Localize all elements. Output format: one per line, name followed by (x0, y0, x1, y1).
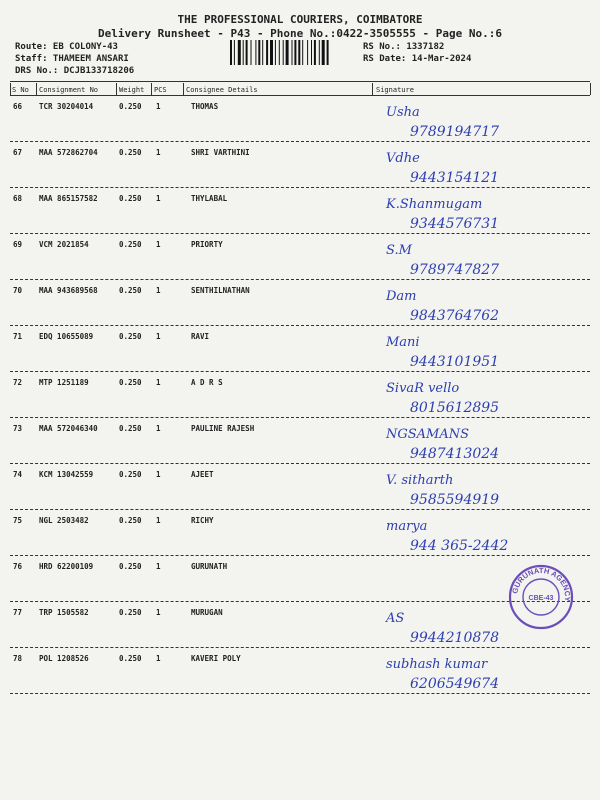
table-row (10, 510, 590, 556)
handwritten-signature (378, 144, 593, 190)
table-row (10, 280, 590, 326)
table-row (10, 234, 590, 280)
row-consignment: POL 1208526 (39, 654, 89, 663)
row-consignment: MAA 943689568 (39, 286, 98, 295)
runsheet-subtitle: Delivery Runsheet - P43 - Phone No.:0422-3505555 - Page No.:6 (98, 27, 502, 40)
row-consignment: MAA 865157582 (39, 194, 98, 203)
col-sno: S No (12, 86, 29, 94)
table-row (10, 96, 590, 142)
row-consignee: KAVERI POLY (191, 654, 241, 663)
table-row (10, 602, 590, 648)
table-row (10, 556, 590, 602)
col-weight: Weight (119, 86, 145, 94)
handwritten-signature (378, 420, 593, 466)
handwritten-signature (378, 512, 593, 558)
row-weight: 0.250 (119, 424, 142, 433)
row-pcs: 1 (156, 424, 161, 433)
signature-name: Dam (386, 289, 417, 304)
row-pcs: 1 (156, 654, 161, 663)
row-consignment: MAA 572862704 (39, 148, 98, 157)
handwritten-signature (378, 282, 593, 328)
row-weight: 0.250 (119, 194, 142, 203)
table-row (10, 418, 590, 464)
table-row (10, 326, 590, 372)
signature-phone: 9843764762 (410, 308, 500, 324)
row-consignee: A D R S (191, 378, 223, 387)
row-consignee: RAVI (191, 332, 210, 341)
row-weight: 0.250 (119, 148, 142, 157)
handwritten-signature (378, 328, 593, 374)
signature-phone: 9487413024 (410, 446, 500, 462)
row-consignment: MAA 572046340 (39, 424, 98, 433)
agency-stamp (507, 563, 575, 631)
handwritten-signature (378, 466, 593, 512)
col-consignee: Consignee Details (186, 86, 258, 94)
signature-name: S.M (386, 243, 412, 258)
handwritten-signature (378, 190, 593, 236)
col-signature: Signature (376, 86, 414, 94)
handwritten-signature (378, 98, 593, 144)
row-consignee: AJEET (191, 470, 214, 479)
table-row (10, 648, 590, 694)
row-sno: 66 (13, 102, 23, 111)
signature-name: Mani (386, 335, 420, 350)
row-sno: 72 (13, 378, 23, 387)
company-title: THE PROFESSIONAL COURIERS, COIMBATORE (177, 13, 423, 26)
signature-name: NGSAMANS (386, 427, 470, 442)
drs-number: DRS No.: DCJB133718206 (15, 66, 135, 76)
row-consignment: EDQ 10655089 (39, 332, 94, 341)
row-pcs: 1 (156, 332, 161, 341)
row-weight: 0.250 (119, 240, 142, 249)
table-top-rule (10, 81, 590, 82)
row-consignee: THOMAS (191, 102, 219, 111)
row-consignee: PAULINE RAJESH (191, 424, 255, 433)
row-consignment: HRD 62200109 (39, 562, 94, 571)
row-weight: 0.250 (119, 286, 142, 295)
row-separator (10, 693, 590, 694)
row-weight: 0.250 (119, 102, 142, 111)
col-divider (10, 83, 11, 95)
row-sno: 74 (13, 470, 23, 479)
col-divider (590, 83, 591, 95)
col-consignment: Consignment No (39, 86, 99, 94)
row-consignee: RICHY (191, 516, 214, 525)
table-row (10, 372, 590, 418)
row-consignment: NGL 2503482 (39, 516, 89, 525)
row-pcs: 1 (156, 378, 161, 387)
signature-phone: 9443154121 (410, 170, 500, 186)
row-pcs: 1 (156, 608, 161, 617)
row-sno: 73 (13, 424, 23, 433)
row-sno: 70 (13, 286, 23, 295)
row-consignee: MURUGAN (191, 608, 223, 617)
row-weight: 0.250 (119, 470, 142, 479)
col-divider (116, 83, 117, 95)
rs-number: RS No.: 1337182 (363, 42, 445, 52)
row-sno: 68 (13, 194, 23, 203)
signature-name: subhash kumar (386, 657, 488, 672)
table-row (10, 464, 590, 510)
row-pcs: 1 (156, 562, 161, 571)
col-divider (372, 83, 373, 95)
barcode-image (230, 40, 355, 65)
row-consignee: THYLABAL (191, 194, 228, 203)
signature-name: marya (386, 519, 428, 534)
row-sno: 78 (13, 654, 23, 663)
signature-phone: 9789194717 (410, 124, 500, 140)
row-pcs: 1 (156, 286, 161, 295)
signature-name: Usha (386, 105, 420, 120)
stamp-text: GURUNATH AGENCY (510, 565, 573, 602)
table-row (10, 188, 590, 234)
row-sno: 75 (13, 516, 23, 525)
signature-name: K.Shanmugam (386, 197, 483, 212)
row-weight: 0.250 (119, 608, 142, 617)
staff-label: Staff: THAMEEM ANSARI (15, 54, 129, 64)
row-pcs: 1 (156, 470, 161, 479)
signature-phone: 9585594919 (410, 492, 500, 508)
signature-phone: 9789747827 (410, 262, 500, 278)
route-label: Route: EB COLONY-43 (15, 42, 118, 52)
row-pcs: 1 (156, 102, 161, 111)
row-pcs: 1 (156, 516, 161, 525)
row-sno: 69 (13, 240, 23, 249)
row-weight: 0.250 (119, 378, 142, 387)
handwritten-signature (378, 374, 593, 420)
col-divider (183, 83, 184, 95)
row-weight: 0.250 (119, 516, 142, 525)
row-sno: 76 (13, 562, 23, 571)
signature-name: Vdhe (386, 151, 420, 166)
col-pcs: PCS (154, 86, 167, 94)
row-consignment: TRP 1505582 (39, 608, 89, 617)
signature-phone: 9344576731 (410, 216, 500, 232)
stamp-code: CBE-43 (528, 595, 554, 602)
row-pcs: 1 (156, 148, 161, 157)
row-consignee: SENTHILNATHAN (191, 286, 250, 295)
row-pcs: 1 (156, 240, 161, 249)
row-pcs: 1 (156, 194, 161, 203)
row-weight: 0.250 (119, 562, 142, 571)
rs-date: RS Date: 14-Mar-2024 (363, 54, 472, 64)
row-consignee: PRIORTY (191, 240, 223, 249)
row-consignment: TCR 30204014 (39, 102, 94, 111)
signature-phone: 944 365-2442 (410, 538, 509, 554)
signature-phone: 9944210878 (410, 630, 500, 646)
row-sno: 77 (13, 608, 23, 617)
row-consignee: GURUNATH (191, 562, 228, 571)
handwritten-signature (378, 236, 593, 282)
row-consignment: KCM 13042559 (39, 470, 94, 479)
row-sno: 67 (13, 148, 23, 157)
signature-name: AS (386, 611, 405, 626)
signature-phone: 6206549674 (410, 676, 500, 692)
signature-name: SivaR vello (386, 381, 460, 396)
col-divider (36, 83, 37, 95)
row-weight: 0.250 (119, 654, 142, 663)
row-sno: 71 (13, 332, 23, 341)
row-consignee: SHRI VARTHINI (191, 148, 250, 157)
col-divider (151, 83, 152, 95)
row-weight: 0.250 (119, 332, 142, 341)
handwritten-signature (378, 650, 593, 696)
row-consignment: VCM 2021854 (39, 240, 89, 249)
signature-phone: 9443101951 (410, 354, 500, 370)
table-row (10, 142, 590, 188)
row-consignment: MTP 1251189 (39, 378, 89, 387)
signature-phone: 8015612895 (410, 400, 500, 416)
signature-name: V. sitharth (386, 473, 454, 488)
